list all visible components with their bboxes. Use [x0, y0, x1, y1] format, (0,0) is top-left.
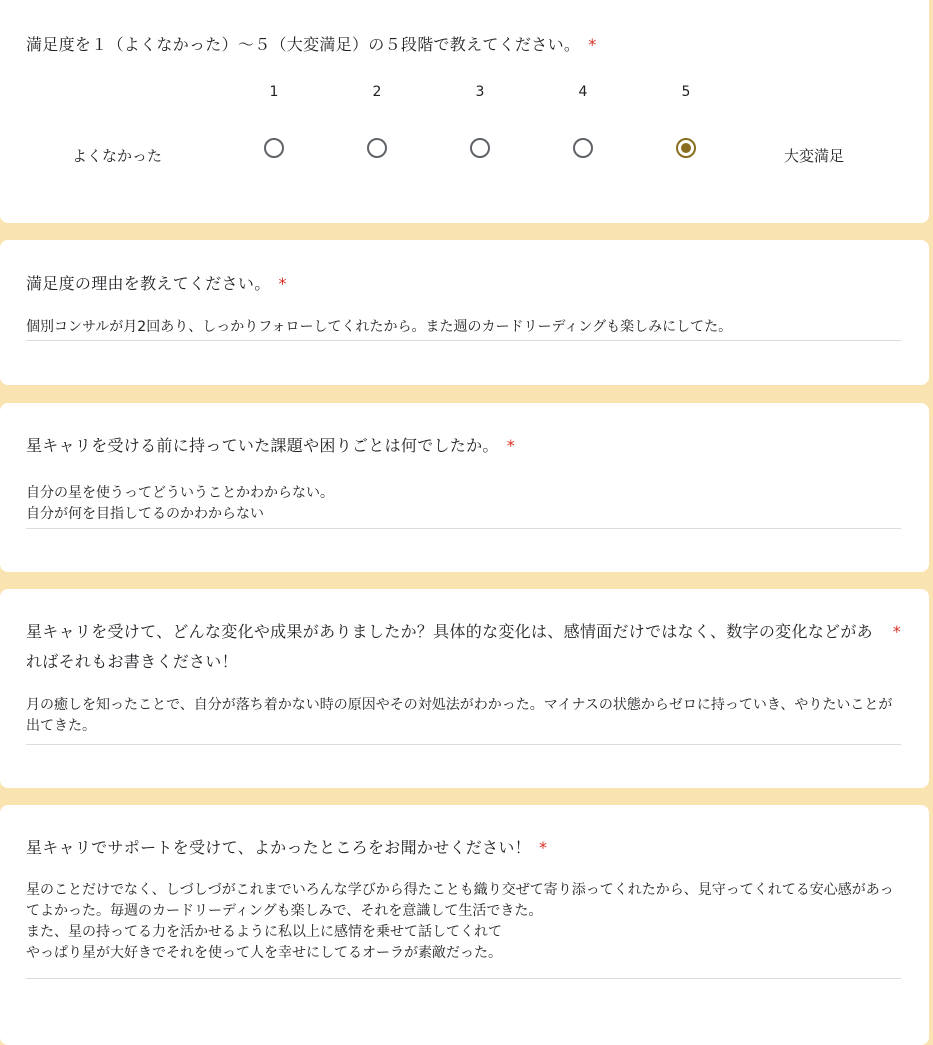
question-title	[26, 431, 515, 461]
question-card-satisfaction-reason	[0, 240, 929, 385]
scale-number-1: 1	[269, 84, 279, 100]
question-card-satisfaction-scale	[0, 0, 929, 223]
radio-option-1[interactable]	[264, 138, 284, 158]
scale-low-label: よくなかった	[72, 147, 163, 165]
radio-option-2[interactable]	[367, 138, 387, 158]
required-asterisk: *	[588, 35, 597, 54]
question-title	[26, 617, 901, 677]
question-title-text: 星キャリを受ける前に持っていた課題や困りごとは何でしたか。	[26, 436, 499, 455]
question-title	[26, 269, 287, 299]
radio-option-3[interactable]	[470, 138, 490, 158]
question-card-changes-results	[0, 589, 929, 788]
scale-number-2: 2	[372, 84, 382, 100]
scale-high-label: 大変満足	[784, 147, 845, 165]
radio-option-5-selected[interactable]	[676, 138, 696, 158]
required-asterisk: *	[892, 622, 901, 641]
scale-number-5: 5	[681, 84, 691, 100]
question-title-text: 星キャリを受けて、どんな変化や成果がありましたか？具体的な変化は、感情面だけではなく、数字の変化などがあればそれもお書きください！	[26, 622, 873, 671]
page-edge-strip	[929, 0, 933, 1024]
required-asterisk: *	[538, 838, 548, 857]
scale-number-4: 4	[578, 84, 588, 100]
question-title-text: 満足度の理由を教えてください。	[26, 274, 271, 293]
question-title-text: 満足度を１（よくなかった）〜５（大変満足）の５段階で教えてください。	[26, 35, 581, 54]
answer-text[interactable]: 月の癒しを知ったことで、自分が落ち着かない時の原因やその対処法がわかった。マイナスの状態からゼロに持っていき、やりたいことが出てきた。	[26, 695, 901, 745]
answer-text[interactable]: 星のことだけでなく、しづしづがこれまでいろんな学びから得たことも織り交ぜて寄り添ってくれたから、見守ってくれてる安心感があってよかった。毎週のカードリーディングも楽しみで、それを意識して生活できた。 また、星の持ってる力を活かせるように私以上に感情を乗せて話してくれて やっぱり星が大好きでそれを使って人を幸せにしてるオーラが素敵だった。	[26, 880, 901, 979]
question-title	[26, 833, 547, 863]
radio-option-4[interactable]	[573, 138, 593, 158]
question-title	[26, 30, 597, 60]
answer-text[interactable]: 個別コンサルが月2回あり、しっかりフォローしてくれたから。また週のカードリーディングも楽しみにしてた。	[26, 317, 901, 341]
question-card-prior-issues	[0, 403, 929, 572]
question-card-good-points	[0, 805, 929, 1045]
scale-number-3: 3	[475, 84, 485, 100]
answer-text[interactable]: 自分の星を使うってどういうことかわからない。 自分が何を目指してるのかわからない	[26, 483, 901, 529]
required-asterisk: *	[506, 436, 516, 455]
question-title-text: 星キャリでサポートを受けて、よかったところをお聞かせください！	[26, 838, 531, 857]
required-asterisk: *	[278, 274, 287, 293]
